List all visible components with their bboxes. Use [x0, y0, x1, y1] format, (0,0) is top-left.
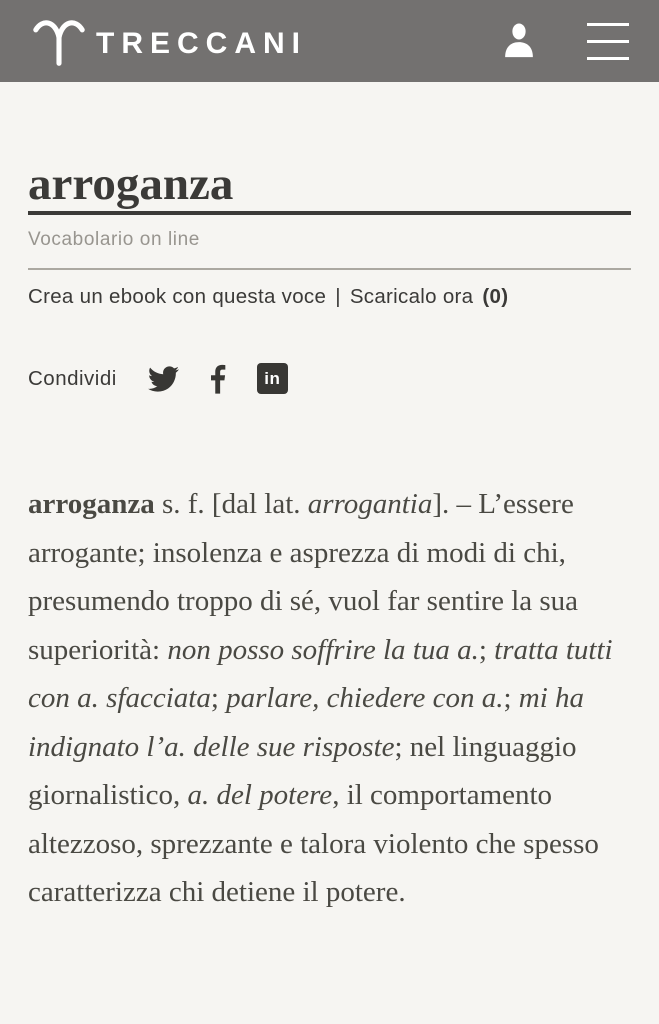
user-icon	[503, 21, 535, 59]
app-header	[0, 0, 659, 82]
facebook-icon	[210, 364, 226, 394]
hamburger-icon	[587, 40, 629, 43]
definition-segment: a. del potere	[187, 779, 333, 812]
treccani-mark-icon	[30, 15, 88, 67]
hamburger-icon	[587, 57, 629, 60]
linkedin-icon: in	[257, 363, 288, 394]
share-twitter-button[interactable]	[148, 366, 179, 392]
definition-segment: parlare, chiedere con a.	[226, 682, 504, 715]
share-linkedin-button[interactable]	[257, 363, 288, 394]
treccani-logo[interactable]	[30, 15, 307, 67]
brand-name: TRECCANI	[96, 27, 307, 60]
ebook-action-line	[28, 285, 631, 309]
create-ebook-link[interactable]: Crea un ebook con questa voce	[28, 285, 327, 309]
definition-segment: arrogantia	[307, 488, 433, 521]
definition-segment: s. f. [dal lat.	[154, 488, 308, 521]
definition-text	[28, 480, 631, 917]
definition-segment: tratta tutti con a. sfacciata	[28, 633, 613, 715]
definition-segment: ; nel linguaggio giornalistico,	[28, 730, 577, 812]
user-account-button[interactable]	[503, 21, 535, 62]
menu-button[interactable]	[587, 19, 629, 64]
share-facebook-button[interactable]	[210, 364, 226, 394]
divider-rule	[28, 268, 631, 270]
share-row	[28, 363, 631, 394]
hamburger-icon	[587, 23, 629, 26]
entry-source-label: Vocabolario on line	[28, 229, 200, 251]
twitter-icon	[148, 366, 179, 392]
definition-segment: mi ha indignato l’a. delle sue risposte	[28, 682, 585, 763]
definition-segment: arroganza	[28, 488, 155, 521]
definition-segment: ;	[503, 682, 519, 715]
definition-segment: , il comportamento altezzoso, sprezzante e talora violento che spesso caratterizza chi detiene il potere.	[28, 779, 599, 909]
ebook-separator: |	[335, 285, 341, 309]
header-actions	[503, 19, 629, 64]
definition-segment: ]. – L’essere arrogante; insolenza e asprezza di modi di chi, presumendo troppo di sé, vuol far sentire la sua superiorità:	[28, 488, 579, 666]
share-label: Condividi	[28, 366, 117, 390]
content-area	[0, 160, 659, 917]
entry-title: arroganza	[28, 160, 631, 215]
ebook-download-count: (0)	[482, 285, 509, 309]
definition-segment: ;	[478, 633, 495, 666]
download-ebook-link[interactable]: Scaricalo ora	[349, 285, 474, 309]
definition-segment: ;	[210, 682, 227, 715]
definition-segment: non posso soffrire la tua a.	[167, 633, 479, 666]
